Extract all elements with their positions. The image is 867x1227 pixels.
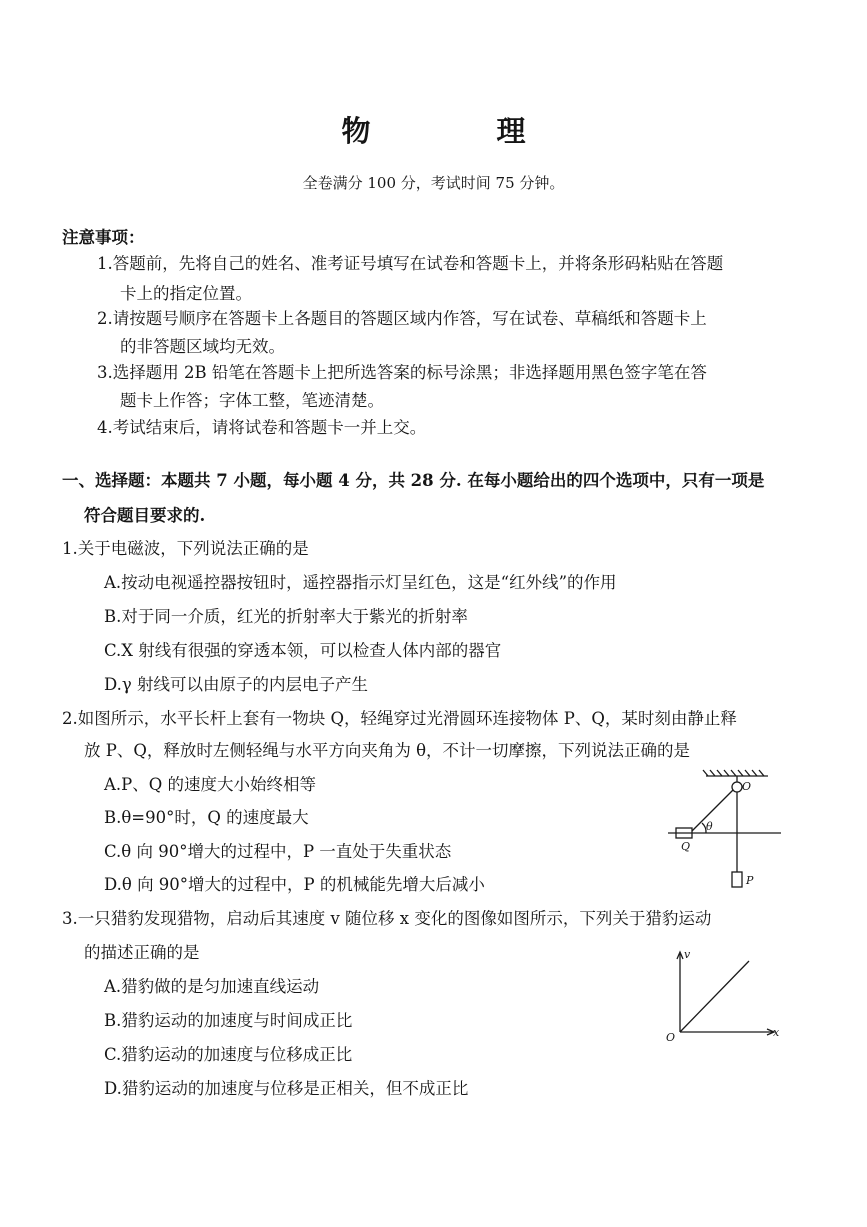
- v-x-line: [680, 961, 749, 1032]
- notice-item: 的非答题区域均无效。: [120, 337, 285, 356]
- question-2-stem-cont: 放 P、Q，释放时左侧轻绳与水平方向夹角为 θ，不计一切摩擦，下列说法正确的是: [84, 741, 691, 760]
- notice-item: 卡上的指定位置。: [120, 284, 252, 303]
- x-axis-label: x: [773, 1026, 780, 1039]
- block-p-label: P: [746, 874, 754, 887]
- question-1-option-c: C.X 射线有很强的穿透本领，可以检查人体内部的器官: [104, 641, 502, 660]
- question-2-option-b: B.θ=90°时，Q 的速度最大: [104, 808, 309, 827]
- notice-item: 题卡上作答；字体工整，笔迹清楚。: [120, 391, 384, 410]
- question-2-stem: 2.如图所示，水平长杆上套有一物块 Q，轻绳穿过光滑圆环连接物体 P、Q，某时刻由静止释: [62, 709, 737, 728]
- notice-item: 1.答题前，先将自己的姓名、准考证号填写在试卷和答题卡上，并将条形码粘贴在答题: [97, 254, 724, 273]
- block-p: [732, 872, 742, 887]
- section-heading: 一、选择题：本题共 7 小题，每小题 4 分，共 28 分. 在每小题给出的四个选项中，只有一项是: [62, 471, 765, 490]
- question-1-stem: 1.关于电磁波，下列说法正确的是: [62, 539, 309, 558]
- velocity-displacement-graph: [660, 944, 785, 1044]
- ring-icon: [732, 782, 742, 792]
- ceiling-hatch: [703, 770, 764, 776]
- pulley-figure: [668, 768, 788, 898]
- question-3-option-c: C.猎豹运动的加速度与位移成正比: [104, 1045, 353, 1064]
- angle-label: θ: [706, 820, 713, 833]
- question-3-stem-cont: 的描述正确的是: [84, 943, 200, 962]
- notice-heading: 注意事项：: [62, 228, 145, 247]
- question-3-option-a: A.猎豹做的是匀加速直线运动: [104, 977, 320, 996]
- notice-item: 2.请按题号顺序在答题卡上各题目的答题区域内作答，写在试卷、草稿纸和答题卡上: [97, 309, 707, 328]
- question-1-option-d: D.γ 射线可以由原子的内层电子产生: [104, 675, 368, 694]
- question-3-option-d: D.猎豹运动的加速度与位移是正相关，但不成正比: [104, 1079, 469, 1098]
- question-3-option-b: B.猎豹运动的加速度与时间成正比: [104, 1011, 353, 1030]
- section-heading-cont: 符合题目要求的.: [84, 506, 206, 525]
- notice-item: 4.考试结束后，请将试卷和答题卡一并上交。: [97, 418, 427, 437]
- question-2-option-a: A.P、Q 的速度大小始终相等: [104, 775, 317, 794]
- v-axis-label: v: [684, 948, 691, 961]
- question-2-option-d: D.θ 向 90°增大的过程中，P 的机械能先增大后减小: [104, 875, 485, 894]
- exam-info: 全卷满分 100 分，考试时间 75 分钟。: [302, 174, 565, 192]
- origin-label: O: [666, 1031, 676, 1044]
- question-1-option-a: A.按动电视遥控器按钮时，遥控器指示灯呈红色，这是“红外线”的作用: [104, 573, 617, 592]
- notice-item: 3.选择题用 2B 铅笔在答题卡上把所选答案的标号涂黑；非选择题用黑色签字笔在答: [97, 363, 707, 382]
- block-q-label: Q: [681, 840, 691, 853]
- ring-label: O: [742, 780, 752, 793]
- question-3-stem: 3.一只猎豹发现猎物，启动后其速度 v 随位移 x 变化的图像如图所示，下列关于猎豹运动: [62, 909, 712, 928]
- page-title: 物 理: [341, 114, 584, 148]
- question-2-option-c: C.θ 向 90°增大的过程中，P 一直处于失重状态: [104, 842, 452, 861]
- question-1-option-b: B.对于同一介质，红光的折射率大于紫光的折射率: [104, 607, 468, 626]
